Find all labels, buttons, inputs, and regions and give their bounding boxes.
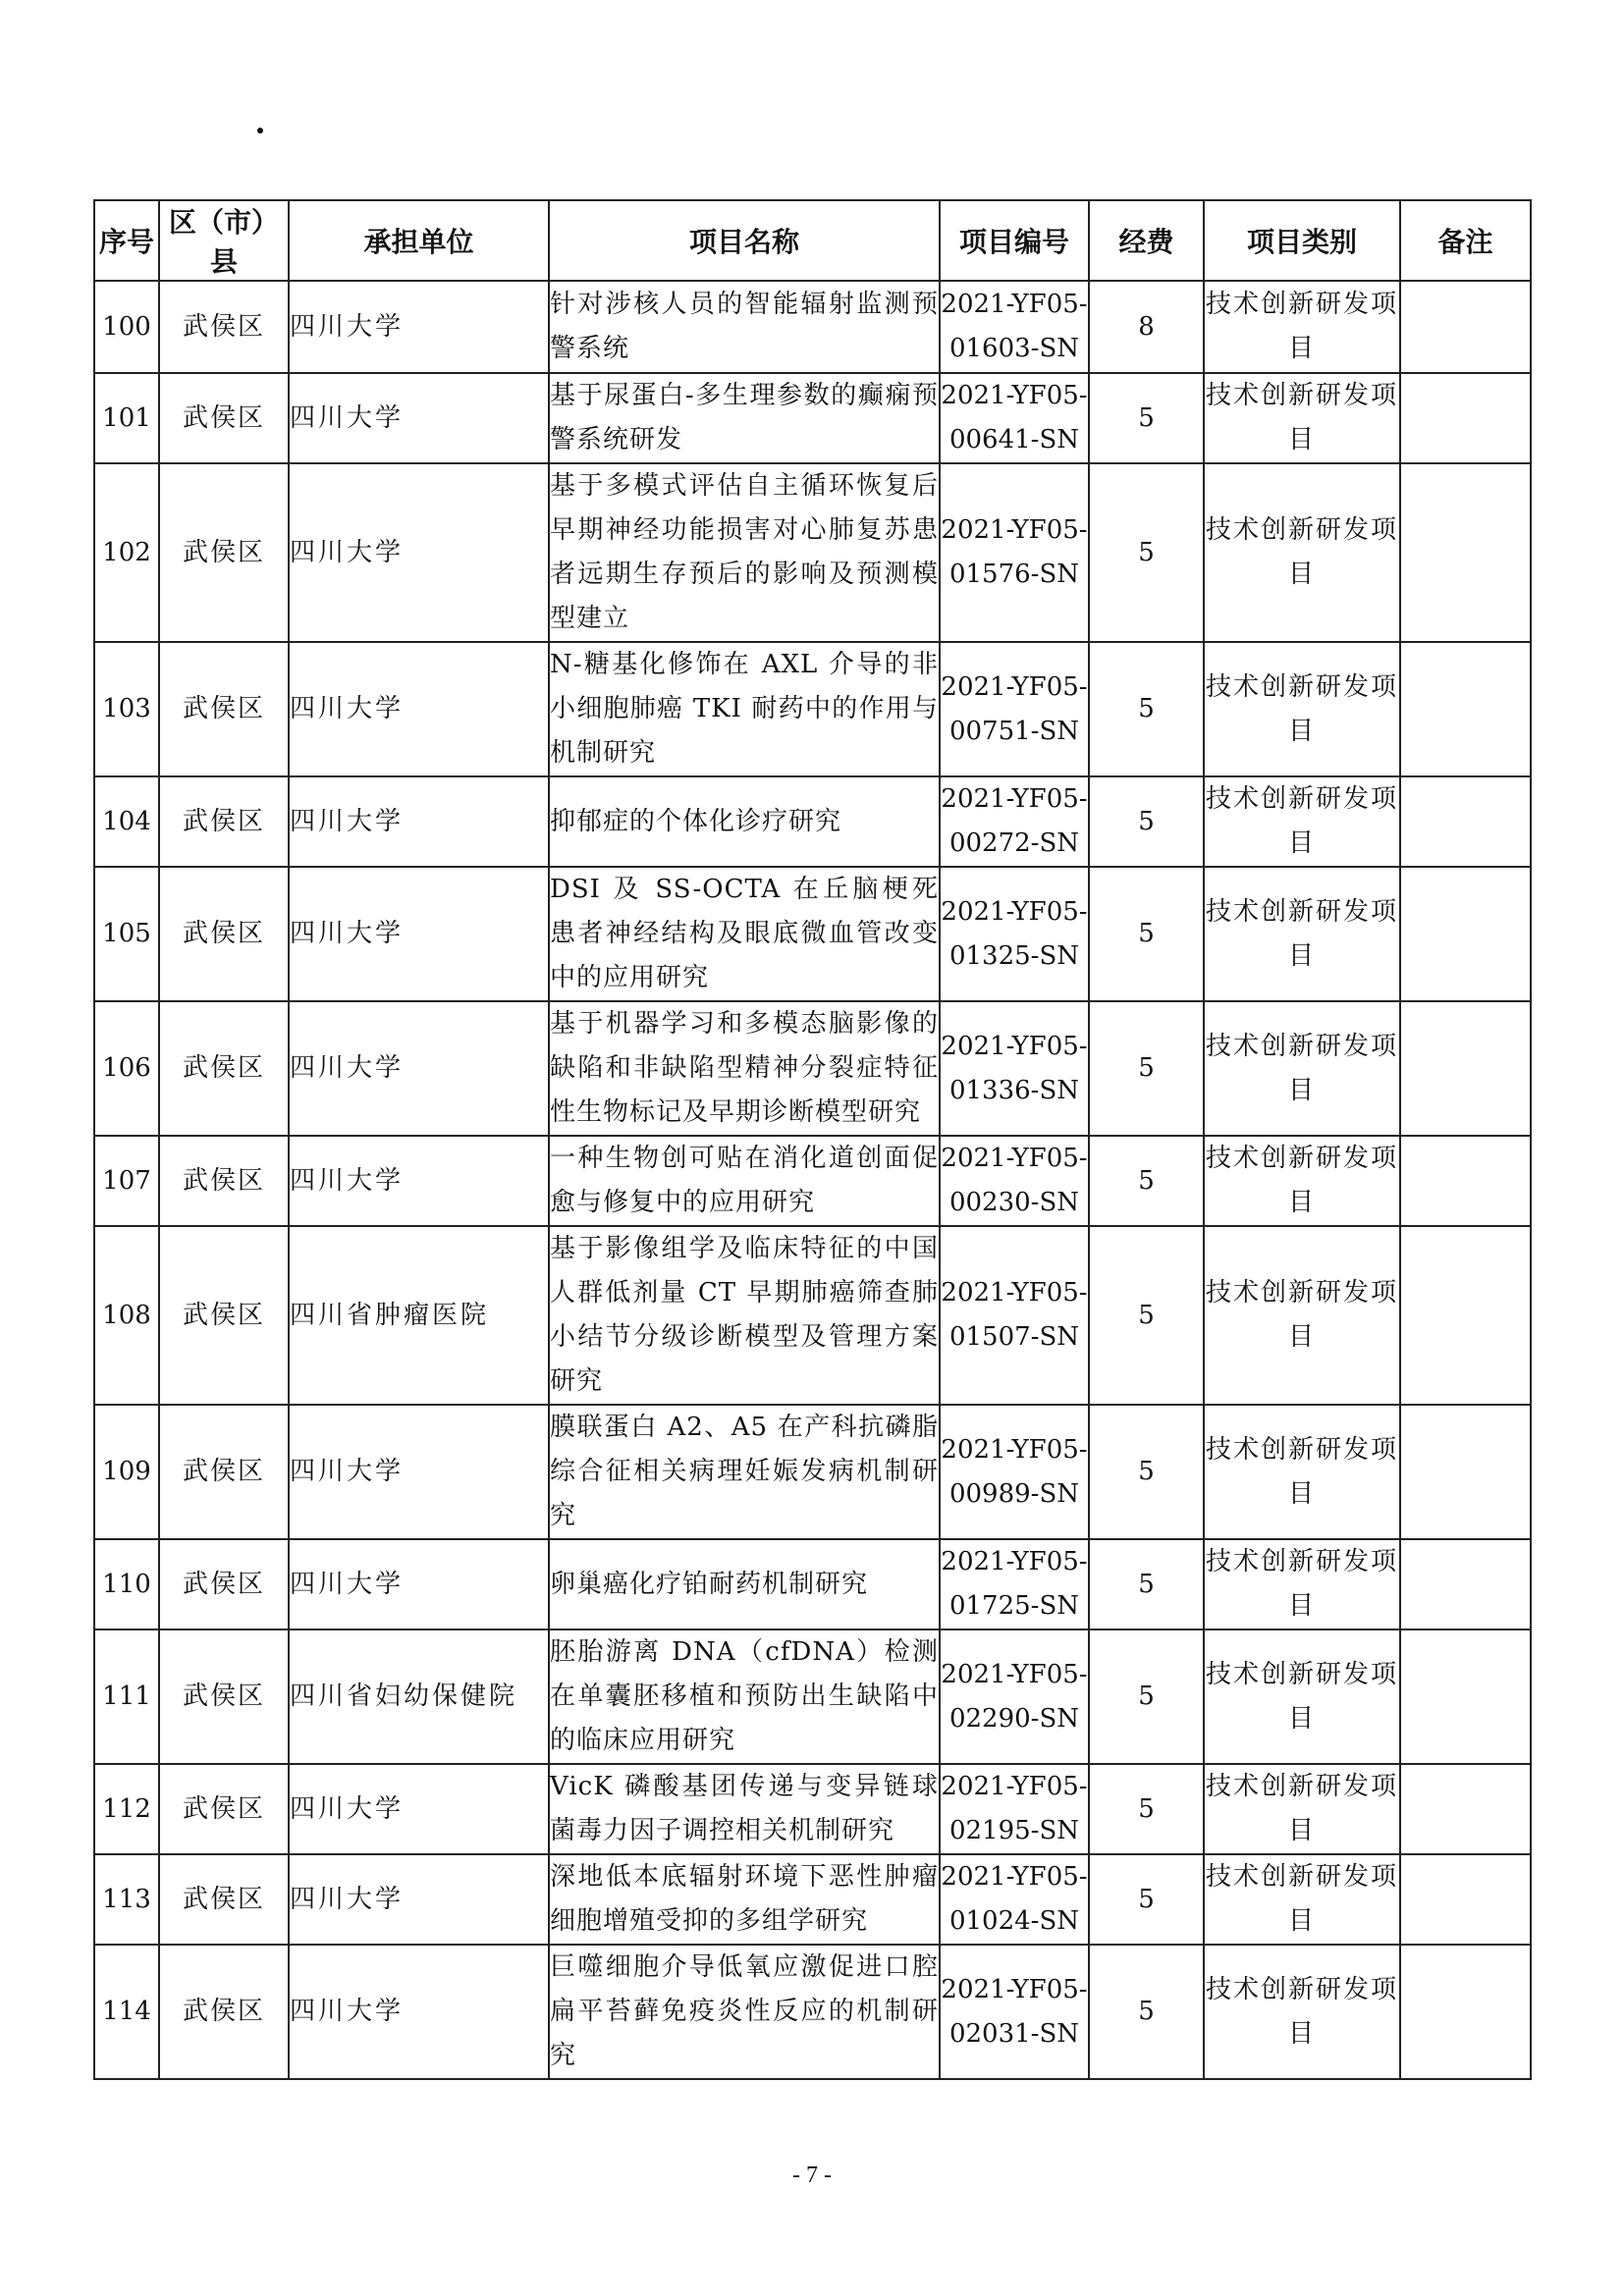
cell-note [1400,1539,1531,1629]
cell-note [1400,1405,1531,1539]
cell-district: 武侯区 [159,1226,289,1405]
cell-project-code: 2021-YF05-00230-SN [940,1136,1089,1226]
cell-seq: 108 [94,1226,159,1405]
cell-unit: 四川大学 [289,1764,549,1854]
cell-project-name: 基于多模式评估自主循环恢复后早期神经功能损害对心肺复苏患者远期生存预后的影响及预测模型建立 [549,463,940,642]
cell-category: 技术创新研发项目 [1204,1854,1400,1945]
cell-unit: 四川大学 [289,463,549,642]
table-row [94,1539,1531,1629]
cell-funding: 5 [1089,1764,1204,1854]
cell-district: 武侯区 [159,281,289,373]
cell-funding: 8 [1089,281,1204,373]
cell-district: 武侯区 [159,1539,289,1629]
cell-unit: 四川大学 [289,1136,549,1226]
cell-project-code: 2021-YF05-02290-SN [940,1629,1089,1764]
cell-district: 武侯区 [159,1629,289,1764]
cell-note [1400,1136,1531,1226]
cell-category: 技术创新研发项目 [1204,1945,1400,2079]
table-row [94,1854,1531,1945]
cell-category: 技术创新研发项目 [1204,1001,1400,1136]
cell-project-name: DSI 及 SS-OCTA 在丘脑梗死患者神经结构及眼底微血管改变中的应用研究 [549,867,940,1001]
cell-district: 武侯区 [159,1405,289,1539]
cell-funding: 5 [1089,1629,1204,1764]
table-row [94,1945,1531,2079]
cell-seq: 107 [94,1136,159,1226]
cell-funding: 5 [1089,1001,1204,1136]
cell-project-code: 2021-YF05-01325-SN [940,867,1089,1001]
cell-district: 武侯区 [159,463,289,642]
cell-category: 技术创新研发项目 [1204,373,1400,463]
cell-note [1400,642,1531,776]
cell-district: 武侯区 [159,1764,289,1854]
cell-unit: 四川大学 [289,1405,549,1539]
cell-funding: 5 [1089,1226,1204,1405]
header-row [94,200,1531,281]
cell-funding: 5 [1089,867,1204,1001]
cell-district: 武侯区 [159,373,289,463]
table-row [94,776,1531,867]
cell-category: 技术创新研发项目 [1204,463,1400,642]
cell-unit: 四川大学 [289,776,549,867]
cell-unit: 四川大学 [289,867,549,1001]
cell-note [1400,867,1531,1001]
cell-seq: 114 [94,1945,159,2079]
cell-unit: 四川大学 [289,642,549,776]
cell-note [1400,281,1531,373]
cell-category: 技术创新研发项目 [1204,1539,1400,1629]
table-row [94,373,1531,463]
cell-project-code: 2021-YF05-01336-SN [940,1001,1089,1136]
cell-project-name: 膜联蛋白 A2、A5 在产科抗磷脂综合征相关病理妊娠发病机制研究 [549,1405,940,1539]
cell-category: 技术创新研发项目 [1204,1764,1400,1854]
cell-project-code: 2021-YF05-00751-SN [940,642,1089,776]
cell-project-name: 卵巢癌化疗铂耐药机制研究 [549,1539,940,1629]
cell-project-name: 基于机器学习和多模态脑影像的缺陷和非缺陷型精神分裂症特征性生物标记及早期诊断模型研究 [549,1001,940,1136]
cell-funding: 5 [1089,1539,1204,1629]
cell-unit: 四川大学 [289,1001,549,1136]
cell-note [1400,1226,1531,1405]
cell-project-name: 胚胎游离 DNA（cfDNA）检测在单囊胚移植和预防出生缺陷中的临床应用研究 [549,1629,940,1764]
cell-project-code: 2021-YF05-00641-SN [940,373,1089,463]
cell-unit: 四川省妇幼保健院 [289,1629,549,1764]
cell-seq: 110 [94,1539,159,1629]
cell-project-code: 2021-YF05-01576-SN [940,463,1089,642]
cell-note [1400,1001,1531,1136]
cell-project-code: 2021-YF05-01507-SN [940,1226,1089,1405]
cell-seq: 113 [94,1854,159,1945]
cell-district: 武侯区 [159,776,289,867]
cell-note [1400,1629,1531,1764]
table-row [94,1136,1531,1226]
page-number: - 7 - [792,2163,832,2188]
header-category: 项目类别 [1204,200,1400,281]
header-note: 备注 [1400,200,1531,281]
cell-project-code: 2021-YF05-02195-SN [940,1764,1089,1854]
cell-funding: 5 [1089,1136,1204,1226]
cell-seq: 101 [94,373,159,463]
table-row [94,867,1531,1001]
cell-note [1400,463,1531,642]
cell-seq: 111 [94,1629,159,1764]
cell-district: 武侯区 [159,642,289,776]
cell-district: 武侯区 [159,867,289,1001]
cell-district: 武侯区 [159,1001,289,1136]
cell-seq: 106 [94,1001,159,1136]
table-row [94,463,1531,642]
cell-category: 技术创新研发项目 [1204,867,1400,1001]
cell-category: 技术创新研发项目 [1204,1405,1400,1539]
cell-project-name: N-糖基化修饰在 AXL 介导的非小细胞肺癌 TKI 耐药中的作用与机制研究 [549,642,940,776]
table-row [94,1405,1531,1539]
cell-project-code: 2021-YF05-01725-SN [940,1539,1089,1629]
cell-category: 技术创新研发项目 [1204,1629,1400,1764]
cell-funding: 5 [1089,776,1204,867]
cell-district: 武侯区 [159,1945,289,2079]
cell-project-name: 基于尿蛋白-多生理参数的癫痫预警系统研发 [549,373,940,463]
cell-seq: 104 [94,776,159,867]
cell-project-code: 2021-YF05-01603-SN [940,281,1089,373]
cell-funding: 5 [1089,463,1204,642]
cell-unit: 四川大学 [289,281,549,373]
cell-project-name: 巨噬细胞介导低氧应激促进口腔扁平苔藓免疫炎性反应的机制研究 [549,1945,940,2079]
table-row [94,1629,1531,1764]
cell-project-name: 一种生物创可贴在消化道创面促愈与修复中的应用研究 [549,1136,940,1226]
cell-note [1400,1854,1531,1945]
cell-project-code: 2021-YF05-00989-SN [940,1405,1089,1539]
cell-project-name: 深地低本底辐射环境下恶性肿瘤细胞增殖受抑的多组学研究 [549,1854,940,1945]
cell-unit: 四川大学 [289,1854,549,1945]
cell-project-name: 基于影像组学及临床特征的中国人群低剂量 CT 早期肺癌筛查肺小结节分级诊断模型及管理方案研究 [549,1226,940,1405]
cell-category: 技术创新研发项目 [1204,776,1400,867]
cell-seq: 100 [94,281,159,373]
cell-seq: 109 [94,1405,159,1539]
cell-project-code: 2021-YF05-02031-SN [940,1945,1089,2079]
table-row [94,1226,1531,1405]
cell-project-code: 2021-YF05-00272-SN [940,776,1089,867]
cell-category: 技术创新研发项目 [1204,281,1400,373]
cell-funding: 5 [1089,373,1204,463]
cell-note [1400,373,1531,463]
cell-project-name: VicK 磷酸基团传递与变异链球菌毒力因子调控相关机制研究 [549,1764,940,1854]
cell-seq: 112 [94,1764,159,1854]
cell-unit: 四川大学 [289,1539,549,1629]
cell-seq: 102 [94,463,159,642]
table-row [94,1764,1531,1854]
table-row [94,281,1531,373]
cell-category: 技术创新研发项目 [1204,1136,1400,1226]
cell-project-name: 针对涉核人员的智能辐射监测预警系统 [549,281,940,373]
header-project-name: 项目名称 [549,200,940,281]
table-row [94,1001,1531,1136]
cell-funding: 5 [1089,1945,1204,2079]
cell-district: 武侯区 [159,1854,289,1945]
table-row [94,642,1531,776]
header-seq: 序号 [94,200,159,281]
cell-seq: 105 [94,867,159,1001]
cell-unit: 四川大学 [289,373,549,463]
cell-project-name: 抑郁症的个体化诊疗研究 [549,776,940,867]
project-table [93,199,1532,2080]
header-funding: 经费 [1089,200,1204,281]
cell-category: 技术创新研发项目 [1204,1226,1400,1405]
cell-note [1400,1945,1531,2079]
table-body [94,281,1531,2079]
cell-note [1400,1764,1531,1854]
cell-funding: 5 [1089,642,1204,776]
cell-funding: 5 [1089,1854,1204,1945]
table-header [94,200,1531,281]
cell-unit: 四川省肿瘤医院 [289,1226,549,1405]
cell-note [1400,776,1531,867]
header-unit: 承担单位 [289,200,549,281]
cell-project-code: 2021-YF05-01024-SN [940,1854,1089,1945]
cell-unit: 四川大学 [289,1945,549,2079]
header-project-code: 项目编号 [940,200,1089,281]
cell-category: 技术创新研发项目 [1204,642,1400,776]
bullet-dot [257,128,263,133]
cell-seq: 103 [94,642,159,776]
header-district: 区（市）县 [159,200,289,281]
cell-funding: 5 [1089,1405,1204,1539]
cell-district: 武侯区 [159,1136,289,1226]
